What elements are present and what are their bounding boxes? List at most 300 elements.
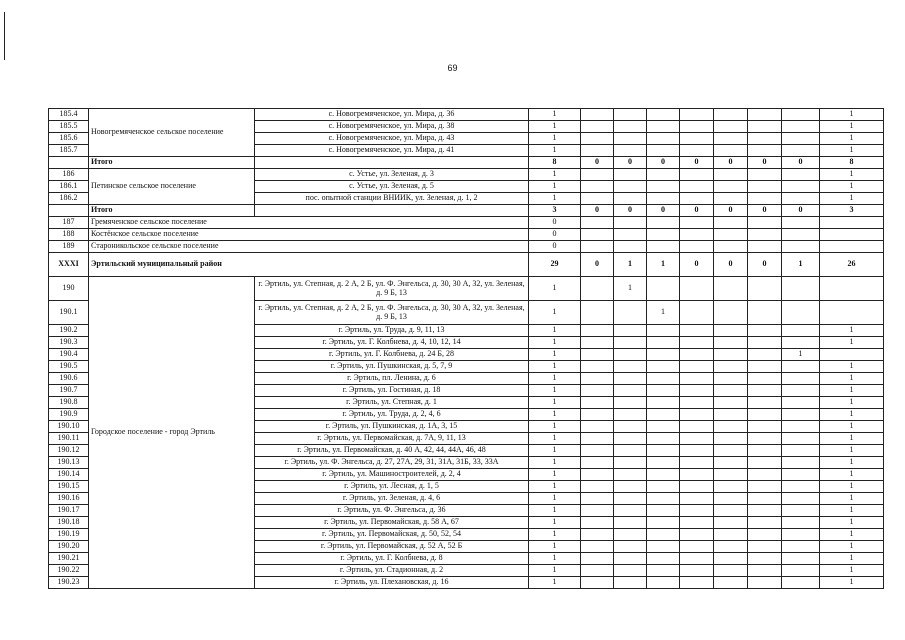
value-cell (714, 469, 748, 481)
total-label-cell: Итого (89, 205, 255, 217)
value-cell (581, 481, 614, 493)
value-cell (614, 229, 647, 241)
value-cell (748, 361, 782, 373)
value-cell (748, 385, 782, 397)
value-cell (581, 193, 614, 205)
value-cell (714, 193, 748, 205)
value-cell (614, 361, 647, 373)
value-cell (782, 397, 820, 409)
row-number-cell: 190.21 (49, 553, 89, 565)
value-cell (714, 517, 748, 529)
value-cell (748, 433, 782, 445)
value-cell (680, 337, 714, 349)
value-cell (680, 193, 714, 205)
value-cell (647, 145, 680, 157)
value-cell (748, 409, 782, 421)
value-cell: 1 (820, 529, 884, 541)
row-number-cell: 190.7 (49, 385, 89, 397)
address-cell: г. Эртиль, ул. Труда, д. 2, 4, 6 (255, 409, 529, 421)
address-cell: г. Эртиль, ул. Степная, д. 2 А, 2 Б, ул. Ф. Энгельса, д. 30, 30 А, 32, ул. Зеленая, д. 9 Б, 13 (255, 277, 529, 301)
value-cell (647, 505, 680, 517)
value-cell: 1 (529, 577, 581, 589)
value-cell (782, 517, 820, 529)
value-cell (782, 373, 820, 385)
value-cell (782, 433, 820, 445)
value-cell (647, 481, 680, 493)
value-cell (647, 421, 680, 433)
value-cell (680, 541, 714, 553)
page-number: 69 (447, 63, 458, 73)
value-cell (581, 181, 614, 193)
value-cell (714, 565, 748, 577)
table-row (49, 205, 884, 217)
value-cell (714, 445, 748, 457)
value-cell (647, 169, 680, 181)
value-cell (581, 241, 614, 253)
address-cell: г. Эртиль, ул. Ф. Энгельса, д. 36 (255, 505, 529, 517)
value-cell (714, 181, 748, 193)
value-cell: 1 (820, 469, 884, 481)
value-cell (782, 217, 820, 229)
value-cell (782, 385, 820, 397)
value-cell: 0 (581, 205, 614, 217)
value-cell (748, 505, 782, 517)
value-cell: 0 (680, 253, 714, 277)
value-cell (782, 109, 820, 121)
value-cell (748, 529, 782, 541)
value-cell (782, 457, 820, 469)
value-cell (680, 493, 714, 505)
value-cell (680, 133, 714, 145)
value-cell (647, 349, 680, 361)
value-cell (820, 277, 884, 301)
value-cell (614, 481, 647, 493)
value-cell: 1 (820, 337, 884, 349)
address-cell: с. Новогремяченское, ул. Мира, д. 41 (255, 145, 529, 157)
value-cell (647, 193, 680, 205)
value-cell (748, 169, 782, 181)
value-cell (647, 373, 680, 385)
value-cell: 1 (614, 277, 647, 301)
value-cell: 1 (820, 133, 884, 145)
value-cell (714, 361, 748, 373)
value-cell (748, 481, 782, 493)
value-cell (782, 133, 820, 145)
value-cell: 1 (529, 517, 581, 529)
value-cell (820, 217, 884, 229)
address-cell: г. Эртиль, ул. Труда, д. 9, 11, 13 (255, 325, 529, 337)
value-cell (782, 409, 820, 421)
address-cell: г. Эртиль, ул. Лесная, д. 1, 5 (255, 481, 529, 493)
table-row (49, 241, 884, 253)
value-cell (581, 373, 614, 385)
value-cell (614, 325, 647, 337)
value-cell (614, 181, 647, 193)
value-cell (820, 349, 884, 361)
value-cell: 1 (529, 397, 581, 409)
value-cell (748, 421, 782, 433)
value-cell: 1 (820, 397, 884, 409)
value-cell: 1 (614, 253, 647, 277)
value-cell (680, 469, 714, 481)
row-number-cell: 185.7 (49, 145, 89, 157)
value-cell (647, 109, 680, 121)
value-cell (581, 457, 614, 469)
row-number-cell: 185.5 (49, 121, 89, 133)
value-cell (748, 241, 782, 253)
address-cell: с. Устье, ул. Зеленая, д. 3 (255, 169, 529, 181)
table-row (49, 109, 884, 121)
value-cell (782, 229, 820, 241)
value-cell (581, 433, 614, 445)
address-cell: г. Эртиль, ул. Г. Колбнева, д. 4, 10, 12, 14 (255, 337, 529, 349)
value-cell (748, 373, 782, 385)
value-cell (782, 421, 820, 433)
value-cell (714, 145, 748, 157)
row-number-cell: 190.19 (49, 529, 89, 541)
value-cell (782, 541, 820, 553)
value-cell: 1 (820, 565, 884, 577)
value-cell (714, 229, 748, 241)
value-cell (647, 121, 680, 133)
value-cell (782, 325, 820, 337)
value-cell: 1 (529, 553, 581, 565)
value-cell (782, 337, 820, 349)
value-cell: 1 (529, 529, 581, 541)
value-cell (714, 457, 748, 469)
value-cell: 1 (820, 193, 884, 205)
value-cell (782, 361, 820, 373)
document-table (48, 108, 884, 589)
value-cell (680, 517, 714, 529)
value-cell (714, 109, 748, 121)
value-cell (581, 121, 614, 133)
value-cell: 0 (714, 205, 748, 217)
value-cell: 0 (680, 157, 714, 169)
value-cell (647, 325, 680, 337)
value-cell (581, 385, 614, 397)
settlement-cell: Городское поселение - город Эртиль (89, 277, 255, 589)
address-cell: г. Эртиль, ул. Ф. Энгельса, д. 27, 27А, 29, 31, 31А, 31Б, 33, 33А (255, 457, 529, 469)
value-cell: 1 (820, 505, 884, 517)
value-cell (614, 445, 647, 457)
value-cell: 0 (581, 157, 614, 169)
value-cell (647, 541, 680, 553)
value-cell: 0 (748, 157, 782, 169)
row-number-cell: 190.14 (49, 469, 89, 481)
row-number-cell: 190 (49, 277, 89, 301)
table-row (49, 169, 884, 181)
value-cell: 1 (820, 433, 884, 445)
value-cell (782, 193, 820, 205)
value-cell: 1 (529, 181, 581, 193)
settlement-cell: Эртильский муниципальный район (89, 253, 529, 277)
address-cell: г. Эртиль, ул. Зеленая, д. 4, 6 (255, 493, 529, 505)
value-cell: 0 (529, 229, 581, 241)
value-cell (614, 421, 647, 433)
value-cell: 1 (529, 493, 581, 505)
value-cell (680, 505, 714, 517)
value-cell (782, 577, 820, 589)
value-cell (647, 337, 680, 349)
value-cell (614, 433, 647, 445)
value-cell: 1 (529, 457, 581, 469)
value-cell: 1 (820, 481, 884, 493)
value-cell (714, 541, 748, 553)
value-cell (647, 433, 680, 445)
value-cell (614, 493, 647, 505)
value-cell (647, 577, 680, 589)
value-cell: 1 (820, 373, 884, 385)
value-cell (782, 529, 820, 541)
value-cell: 1 (820, 385, 884, 397)
value-cell (748, 337, 782, 349)
value-cell: 1 (529, 301, 581, 325)
value-cell (782, 181, 820, 193)
value-cell: 0 (647, 205, 680, 217)
value-cell (820, 301, 884, 325)
value-cell (581, 109, 614, 121)
value-cell (581, 133, 614, 145)
settlement-cell: Новогремяченское сельское поселение (89, 109, 255, 157)
value-cell: 0 (529, 241, 581, 253)
value-cell (748, 553, 782, 565)
value-cell (647, 529, 680, 541)
value-cell: 1 (820, 457, 884, 469)
value-cell: 0 (614, 205, 647, 217)
value-cell (680, 433, 714, 445)
value-cell (614, 349, 647, 361)
value-cell (748, 577, 782, 589)
value-cell: 1 (529, 337, 581, 349)
value-cell: 1 (529, 349, 581, 361)
value-cell (647, 277, 680, 301)
value-cell (614, 469, 647, 481)
value-cell (714, 121, 748, 133)
address-cell: г. Эртиль, ул. Г. Колбнева, д. 8 (255, 553, 529, 565)
value-cell (680, 109, 714, 121)
address-cell (255, 157, 529, 169)
address-cell: пос. опытной станции ВНИИК, ул. Зеленая, д. 1, 2 (255, 193, 529, 205)
value-cell: 1 (820, 121, 884, 133)
value-cell (581, 529, 614, 541)
value-cell (614, 145, 647, 157)
value-cell (680, 361, 714, 373)
value-cell (748, 181, 782, 193)
value-cell (647, 445, 680, 457)
value-cell (782, 493, 820, 505)
value-cell (680, 169, 714, 181)
value-cell: 1 (820, 409, 884, 421)
value-cell (614, 553, 647, 565)
value-cell: 1 (820, 325, 884, 337)
value-cell (614, 121, 647, 133)
row-number-cell: 190.6 (49, 373, 89, 385)
value-cell (581, 301, 614, 325)
value-cell (680, 445, 714, 457)
value-cell (581, 145, 614, 157)
value-cell (680, 181, 714, 193)
value-cell (748, 541, 782, 553)
value-cell (714, 421, 748, 433)
value-cell (748, 565, 782, 577)
value-cell (782, 505, 820, 517)
value-cell (714, 133, 748, 145)
value-cell (680, 373, 714, 385)
value-cell (647, 181, 680, 193)
row-number-cell: 190.15 (49, 481, 89, 493)
row-number-cell: 186.1 (49, 181, 89, 193)
value-cell: 1 (529, 361, 581, 373)
value-cell (680, 277, 714, 301)
value-cell (782, 169, 820, 181)
row-number-cell: 186.2 (49, 193, 89, 205)
value-cell (581, 337, 614, 349)
value-cell: 1 (820, 181, 884, 193)
value-cell (748, 109, 782, 121)
value-cell (782, 445, 820, 457)
value-cell (714, 385, 748, 397)
value-cell (680, 529, 714, 541)
address-cell: г. Эртиль, ул. Стадионная, д. 2 (255, 565, 529, 577)
value-cell: 8 (529, 157, 581, 169)
value-cell: 0 (714, 157, 748, 169)
address-cell: г. Эртиль, ул. Первомайская, д. 40 А, 42, 44, 44А, 46, 48 (255, 445, 529, 457)
value-cell (614, 517, 647, 529)
value-cell (782, 277, 820, 301)
row-number-cell: 190.18 (49, 517, 89, 529)
value-cell (680, 409, 714, 421)
address-cell: г. Эртиль, ул. Степная, д. 2 А, 2 Б, ул. Ф. Энгельса, д. 30, 30 А, 32, ул. Зеленая, д. 9 Б, 13 (255, 301, 529, 325)
value-cell (614, 133, 647, 145)
row-number-cell: 190.2 (49, 325, 89, 337)
value-cell (581, 469, 614, 481)
value-cell (748, 193, 782, 205)
value-cell: 1 (820, 421, 884, 433)
value-cell (614, 409, 647, 421)
value-cell (748, 145, 782, 157)
value-cell (680, 577, 714, 589)
row-number-cell: 188 (49, 229, 89, 241)
value-cell (680, 349, 714, 361)
address-cell: с. Устье, ул. Зеленая, д. 5 (255, 181, 529, 193)
row-number-cell: 190.22 (49, 565, 89, 577)
row-number-cell: 190.13 (49, 457, 89, 469)
address-cell: г. Эртиль, ул. Пушкинская, д. 5, 7, 9 (255, 361, 529, 373)
value-cell (581, 325, 614, 337)
value-cell (680, 553, 714, 565)
settlement-cell: Гремяченское сельское поселение (89, 217, 529, 229)
row-number-cell: 186 (49, 169, 89, 181)
value-cell (748, 217, 782, 229)
row-number-cell: 189 (49, 241, 89, 253)
value-cell (581, 229, 614, 241)
row-number-cell: 185.6 (49, 133, 89, 145)
value-cell (748, 229, 782, 241)
address-cell (255, 205, 529, 217)
value-cell: 1 (529, 505, 581, 517)
value-cell: 1 (529, 469, 581, 481)
value-cell (714, 241, 748, 253)
value-cell: 0 (782, 205, 820, 217)
table-body (49, 109, 884, 589)
value-cell (614, 109, 647, 121)
value-cell (714, 301, 748, 325)
address-cell: г. Эртиль, ул. Машиностроителей, д. 2, 4 (255, 469, 529, 481)
value-cell (647, 217, 680, 229)
value-cell (714, 277, 748, 301)
address-cell: г. Эртиль, ул. Первомайская, д. 50, 52, 54 (255, 529, 529, 541)
address-cell: с. Новогремяченское, ул. Мира, д. 38 (255, 121, 529, 133)
value-cell (647, 229, 680, 241)
value-cell (714, 217, 748, 229)
value-cell (680, 565, 714, 577)
row-number-cell: 190.16 (49, 493, 89, 505)
value-cell (581, 577, 614, 589)
value-cell: 0 (714, 253, 748, 277)
value-cell (748, 301, 782, 325)
value-cell (581, 277, 614, 301)
value-cell: 1 (647, 301, 680, 325)
value-cell: 1 (529, 193, 581, 205)
value-cell (782, 301, 820, 325)
value-cell (748, 517, 782, 529)
value-cell: 1 (529, 109, 581, 121)
value-cell (748, 325, 782, 337)
value-cell (714, 433, 748, 445)
value-cell (680, 301, 714, 325)
value-cell (680, 217, 714, 229)
value-cell (748, 133, 782, 145)
value-cell: 1 (820, 361, 884, 373)
value-cell: 0 (748, 253, 782, 277)
total-label-cell: Итого (89, 157, 255, 169)
value-cell (714, 337, 748, 349)
value-cell: 1 (820, 445, 884, 457)
value-cell: 1 (529, 121, 581, 133)
row-number-cell: 190.10 (49, 421, 89, 433)
value-cell (647, 565, 680, 577)
value-cell (714, 397, 748, 409)
row-number-cell: 190.20 (49, 541, 89, 553)
value-cell (581, 169, 614, 181)
row-number-cell: 190.4 (49, 349, 89, 361)
row-number-cell: 190.11 (49, 433, 89, 445)
value-cell: 1 (820, 577, 884, 589)
row-number-cell: 190.17 (49, 505, 89, 517)
value-cell (748, 445, 782, 457)
value-cell (714, 325, 748, 337)
address-cell: г. Эртиль, ул. Плехановская, д. 16 (255, 577, 529, 589)
value-cell (647, 493, 680, 505)
value-cell: 1 (529, 325, 581, 337)
margin-line (4, 12, 5, 60)
value-cell (820, 241, 884, 253)
value-cell (581, 565, 614, 577)
value-cell (782, 565, 820, 577)
value-cell (680, 481, 714, 493)
value-cell (748, 457, 782, 469)
address-cell: г. Эртиль, ул. Степная, д. 1 (255, 397, 529, 409)
value-cell (614, 217, 647, 229)
row-number-cell (49, 205, 89, 217)
value-cell (647, 409, 680, 421)
row-number-cell: 190.5 (49, 361, 89, 373)
value-cell (647, 469, 680, 481)
value-cell: 0 (647, 157, 680, 169)
value-cell: 1 (782, 349, 820, 361)
value-cell (614, 577, 647, 589)
